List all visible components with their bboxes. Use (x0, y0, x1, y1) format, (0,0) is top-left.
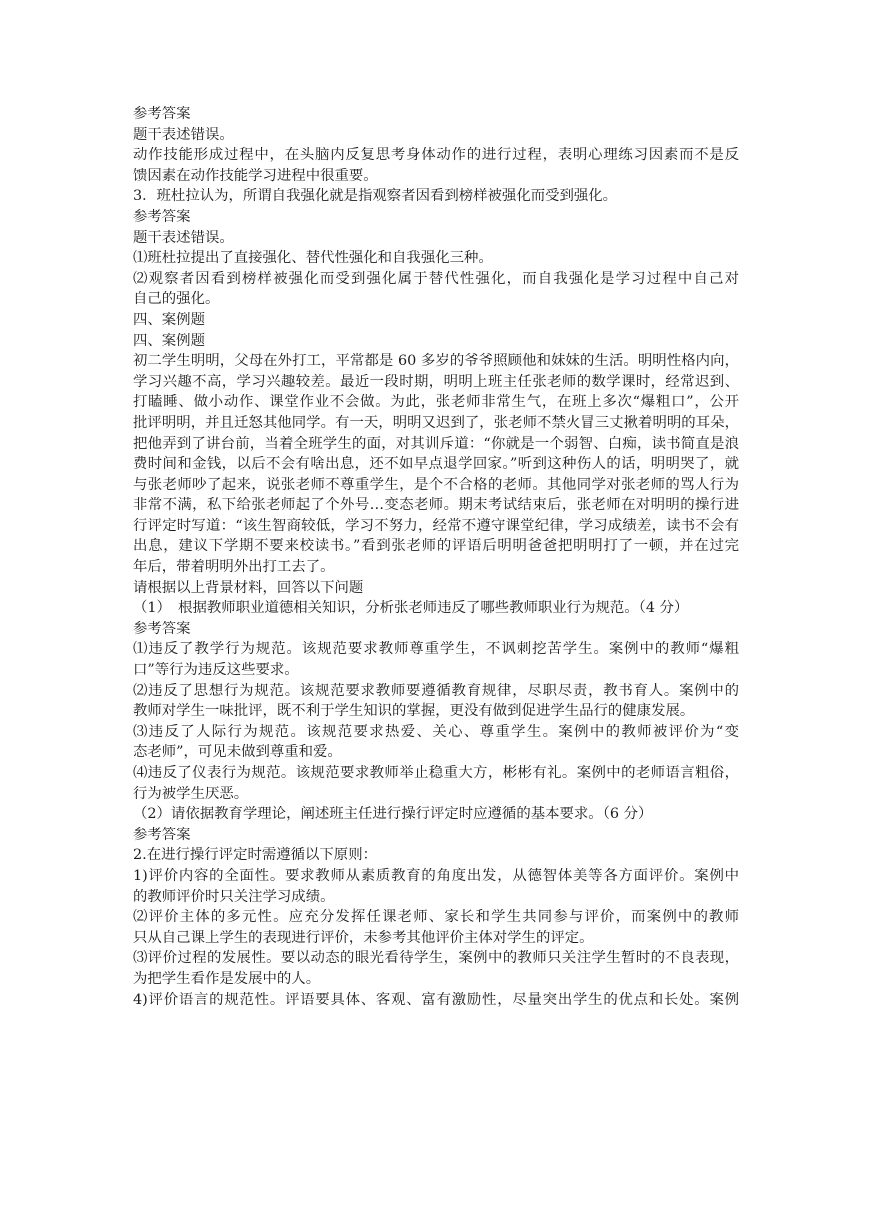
answer-text: 题干表述错误。 (133, 229, 234, 246)
answer-text: ⑴班杜拉提出了直接强化、替代性强化和自我强化三种。 (133, 250, 493, 267)
answer-heading: 参考答案 (133, 826, 191, 843)
answer-text: 教师对学生一味批评，既不利于学生知识的掌握，更没有做到促进学生品行的健康发展。 (133, 703, 695, 720)
answer-text: ⑴违反了教学行为规范。该规范要求教师尊重学生，不讽刺挖苦学生。案例中的教师“爆粗 (133, 641, 739, 658)
case-text: 出息，建议下学期不要来校读书。”看到张老师的评语后明明爸爸把明明打了一顿，并在过完 (133, 538, 739, 555)
answer-text: 口”等行为违反这些要求。 (133, 662, 299, 679)
answer-heading: 参考答案 (133, 106, 191, 122)
answer-text: ⑵观察者因看到榜样被强化而受到强化属于替代性强化，而自我强化是学习过程中自己对 (133, 270, 739, 287)
document-page (133, 104, 739, 1010)
case-text: 打瞌睡、做小动作、课堂作业不会做。为此，张老师非常生气，在班上多次“爆粗口”，公开 (133, 394, 739, 411)
question-text: 3．班杜拉认为，所谓自我强化就是指观察者因看到榜样被强化而受到强化。 (133, 188, 618, 205)
answer-text: ⑵评价主体的多元性。应充分发挥任课老师、家长和学生共同参与评价，而案例中的教师 (133, 909, 739, 926)
answer-text: 馈因素在动作技能学习进程中很重要。 (133, 167, 378, 184)
answer-text: 的教师评价时只关注学习成绩。 (133, 888, 335, 905)
case-text: 年后，带着明明外出打工去了。 (133, 559, 335, 576)
answer-text: 4)评价语言的规范性。评语要具体、客观、富有激励性，尽量突出学生的优点和长处。案例 (133, 991, 739, 1008)
answer-heading: 参考答案 (133, 208, 191, 225)
case-text: 费时间和金钱，以后不会有啥出息，还不如早点退学回家。”听到这种伤人的话，明明哭了，就 (133, 456, 739, 473)
section-heading: 四、案例题 (133, 311, 205, 328)
case-text: 把他弄到了讲台前，当着全班学生的面，对其训斥道：“你就是一个弱智、白痴，读书简直是浪 (133, 435, 739, 452)
case-text: 与张老师吵了起来，说张老师不尊重学生，是个不合格的老师。其他同学对张老师的骂人行为 (133, 476, 739, 493)
case-text: 初二学生明明，父母在外打工，平常都是 60 多岁的爷爷照顾他和妹妹的生活。明明性格内向， (133, 353, 739, 370)
case-text: 批评明明，并且迁怒其他同学。有一天，明明又迟到了，张老师不禁火冒三丈揪着明明的耳朵， (133, 414, 739, 431)
answer-heading: 参考答案 (133, 620, 191, 637)
answer-text: ⑵违反了思想行为规范。该规范要求教师要遵循教育规律，尽职尽责，教书育人。案例中的 (133, 682, 739, 699)
answer-text: ⑶违反了人际行为规范。该规范要求热爱、关心、尊重学生。案例中的教师被评价为“变 (133, 723, 739, 740)
answer-text: 行为被学生厌恶。 (133, 785, 249, 802)
case-text: 学习兴趣不高，学习兴趣较差。最近一段时期，明明上班主任张老师的数学课时，经常迟到、 (133, 373, 739, 390)
question-text: （1） 根据教师职业道德相关知识，分析张老师违反了哪些教师职业行为规范。（4 分） (133, 600, 689, 617)
answer-text: 只从自己课上学生的表现进行评价，未参考其他评价主体对学生的评定。 (133, 929, 594, 946)
answer-text: 2.在进行操行评定时需遵循以下原则： (133, 847, 377, 864)
question-prompt: 请根据以上背景材料，回答以下问题 (133, 579, 364, 596)
answer-text: 1)评价内容的全面性。要求教师从素质教育的角度出发，从德智体美等各方面评价。案例中 (133, 867, 739, 884)
answer-text: 为把学生看作是发展中的人。 (133, 970, 321, 987)
question-text: （2）请依据教育学理论，阐述班主任进行操行评定时应遵循的基本要求。（6 分） (133, 806, 653, 823)
answer-text: ⑷违反了仪表行为规范。该规范要求教师举止稳重大方，彬彬有礼。案例中的老师语言粗俗， (133, 765, 739, 781)
answer-text: 态老师”，可见未做到尊重和爱。 (133, 744, 342, 761)
case-text: 行评定时写道：“该生智商较低，学习不努力，经常不遵守课堂纪律，学习成绩差，读书不会有 (133, 517, 739, 534)
answer-text: 自己的强化。 (133, 291, 220, 308)
answer-text: 动作技能形成过程中，在头脑内反复思考身体动作的进行过程，表明心理练习因素而不是反 (133, 147, 739, 164)
section-heading: 四、案例题 (133, 332, 205, 349)
answer-text: 题干表述错误。 (133, 126, 234, 143)
answer-text: ⑶评价过程的发展性。要以动态的眼光看待学生，案例中的教师只关注学生暂时的不良表现， (133, 950, 739, 967)
case-text: 非常不满，私下给张老师起了个外号…变态老师。期末考试结束后，张老师在对明明的操行进 (133, 497, 739, 514)
